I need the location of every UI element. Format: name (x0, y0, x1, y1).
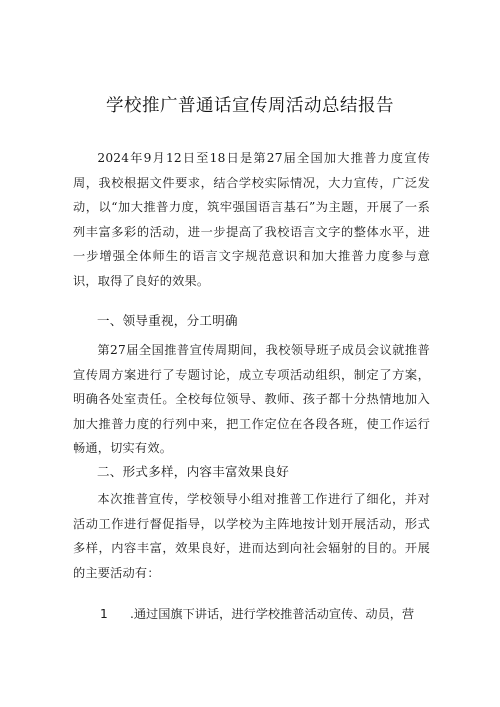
intro-paragraph: 2024年9月12日至18日是第27届全国加大推普力度宣传周，我校根据文件要求，结合学校实际情况，大力宣传，广泛发动，以“加大推普力度，筑牢强国语言基石”为主题，开展了一系列丰富多彩的活动，进一步提高了我校语言文字的整体水平，进一步增强全体师生的语言文字规范意识和加大推普力度参与意识，取得了良好的效果。 (73, 151, 430, 288)
document-title: 学校推广普通话宣传周活动总结报告 (106, 96, 394, 116)
section-heading-1: 一、领导重视，分工明确 (97, 313, 238, 328)
section-heading-2: 二、形式多样，内容丰富效果良好 (97, 464, 290, 479)
list-item-text: .通过国旗下讲话，进行学校推普活动宣传、动员，营 (130, 607, 415, 621)
section-1-paragraph: 第27届全国推普宣传周期间，我校领导班子成员会议就推普宣传周方案进行了专题讨论，成立专项活动组织，制定了方案，明确各处室责任。全校每位领导、教师、孩子都十分热情地加入加大推普力度的行列中来，把工作定位在各段各班，使工作运行畅通，切实有效。 (73, 343, 430, 456)
section-2-paragraph: 本次推普宣传，学校领导小组对推普工作进行了细化，并对活动工作进行督促指导，以学校为主阵地按计划开展活动，形式多样，内容丰富，效果良好，进而达到向社会辐射的目的。开展的主要活动有： (73, 492, 430, 580)
list-item-1 (100, 602, 430, 626)
list-item-number: 1 (100, 607, 108, 621)
